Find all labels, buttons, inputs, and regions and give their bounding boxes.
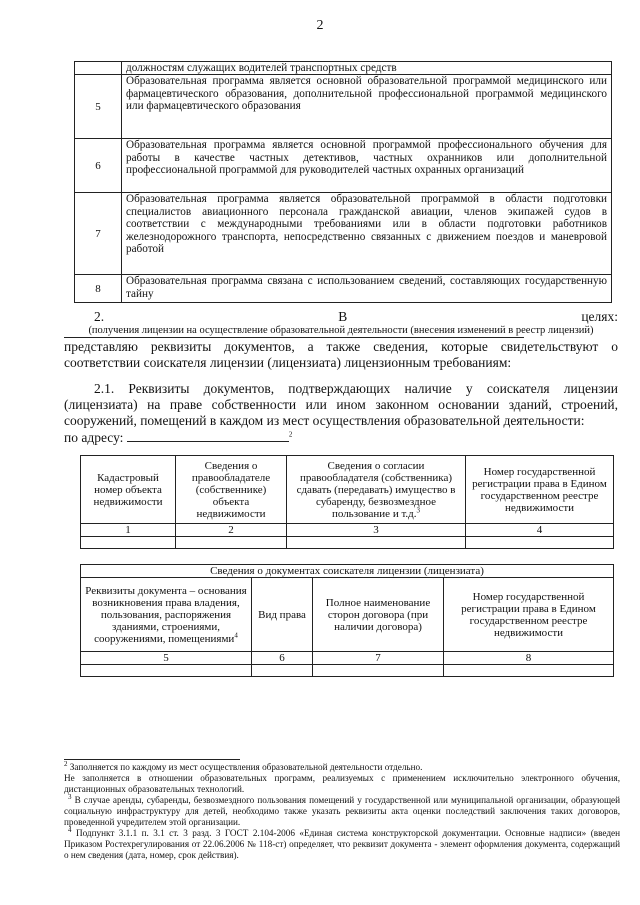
- programs-table: [74, 61, 612, 303]
- address-field[interactable]: [127, 429, 289, 442]
- column-number-row: [81, 652, 614, 665]
- column-header: Полное наименование сторон договора (при наличии договора): [313, 578, 444, 652]
- table-cell[interactable]: [313, 665, 444, 677]
- column-number-row: [81, 524, 614, 537]
- section-2-1-text: 2.1. Реквизиты документов, подтверждающих наличие у соискателя лицензии (лицензиата) на праве собственности или ином законном основании зданий, строений, сооружений, помещений в каждом из мест осуществления образовательной деятельности:: [64, 381, 618, 428]
- table-cell[interactable]: [444, 665, 614, 677]
- row-text: Образовательная программа является основной программой профессионального обучения для работы в качестве частных детективов, частных охранников или дополнительной профессиональной программой для руководителей частных охранных организаций: [122, 139, 612, 193]
- table-row: [75, 62, 612, 75]
- table-header-row: [81, 456, 614, 524]
- row-number: 7: [75, 193, 122, 275]
- section-2-text: представляю реквизиты документов, а также сведения, которые свидетельствуют о соответствии соискателя лицензии (лицензиата) лицензионным требованиям:: [64, 339, 618, 370]
- footnote-ref: 2: [288, 430, 293, 439]
- row-number: [75, 62, 122, 75]
- footnote-mark: 4: [68, 825, 72, 834]
- table-cell[interactable]: [252, 665, 313, 677]
- column-header-text: Реквизиты документа – основания возникновения права владения, пользования, распоряжения зданиями, строениями, сооружениями, помещениями: [85, 584, 247, 645]
- footnotes: [64, 759, 621, 861]
- purpose-note: (получения лицензии на осуществление образовательной деятельности (внесения изменений в реестр лицензий): [88, 325, 594, 336]
- row-text: Образовательная программа является образовательной программой в области подготовки специалистов авиационного персонала гражданской авиации, членов экипажей судов в соответствии с международными требованиями или в области подготовки работников железнодорожного транспорта, непосредственно связанных с движением поездов и маневровой работой: [122, 193, 612, 275]
- column-number: 1: [81, 524, 176, 537]
- page-number: 2: [316, 18, 324, 33]
- column-header: Номер государственной регистрации права в Едином государственном реестре недвижимости: [444, 578, 614, 652]
- address-line: [64, 429, 618, 446]
- row-text: должностям служащих водителей транспортных средств: [122, 62, 612, 75]
- column-header: Номер государственной регистрации права в Едином государственном реестре недвижимости: [466, 456, 614, 524]
- footnote: [64, 759, 620, 773]
- real-estate-table: [80, 455, 614, 549]
- column-number: 8: [444, 652, 614, 665]
- footnote: [64, 773, 620, 795]
- column-header: [287, 456, 466, 524]
- table-cell[interactable]: [176, 537, 287, 549]
- row-number: 5: [75, 75, 122, 139]
- column-header: Сведения о правообладателе (собственнике) объекта недвижимости: [176, 456, 287, 524]
- column-number: 7: [313, 652, 444, 665]
- footnote: [64, 825, 620, 861]
- footnote-mark: 3: [68, 792, 72, 801]
- table-cell[interactable]: [81, 665, 252, 677]
- table-cell[interactable]: [287, 537, 466, 549]
- table-row: [81, 665, 614, 677]
- table-row: [81, 537, 614, 549]
- row-number: 6: [75, 139, 122, 193]
- table-cell[interactable]: [81, 537, 176, 549]
- footnote-mark: 2: [64, 759, 68, 768]
- documents-table: [80, 564, 614, 677]
- address-label: по адресу:: [64, 430, 124, 445]
- footnote-ref: 3: [416, 505, 421, 514]
- footnote-text: Заполняется по каждому из мест осуществления образовательной деятельности отдельно.: [69, 762, 423, 772]
- table-row: [75, 139, 612, 193]
- footnote-text: Подпункт 3.1.1 п. 3.1 ст. 3 разд. 3 ГОСТ 2.104-2006 «Единая система конструкторской документации. Основные надписи» (введен Приказом Ростехрегулирования от 22.06.2006 № 118-ст) определяет, что реквизит документа - элемент оформления документа, содержащий о нем сведения (дата, номер, срок действия).: [64, 828, 620, 860]
- footnote-text: Не заполняется в отношении образовательных программ, реализуемых с применением исключительно электронного обучения, дистанционных образовательных технологий.: [64, 773, 620, 794]
- table-caption-row: [81, 565, 614, 578]
- table-row: [75, 275, 612, 303]
- column-header-text: Сведения о согласии правообладателя (собственника) сдавать (передавать) имущество в субаренду, безвозмездное пользование и т.д.: [296, 459, 456, 520]
- column-header: [81, 578, 252, 652]
- column-number: 6: [252, 652, 313, 665]
- footnote: [64, 792, 621, 828]
- column-header: Кадастровый номер объекта недвижимости: [81, 456, 176, 524]
- footnote-text: В случае аренды, субаренды, безвозмездного пользования помещений у государственной или муниципальной организации, образующей социальную инфраструктуру для детей, необходимо также указать реквизиты акта оценки последствий заключения таких договоров, проведенной учредителем этой организации.: [64, 795, 621, 827]
- column-number: 2: [176, 524, 287, 537]
- row-number: 8: [75, 275, 122, 303]
- column-number: 5: [81, 652, 252, 665]
- footnote-divider: [64, 759, 240, 760]
- table-caption: Сведения о документах соискателя лицензии (лицензиата): [81, 565, 614, 578]
- table-row: [75, 193, 612, 275]
- table-cell[interactable]: [466, 537, 614, 549]
- row-text: Образовательная программа является основной образовательной программой медицинского или фармацевтического образования, дополнительной профессиональной программой медицинского или фармацевтического образования: [122, 75, 612, 139]
- footnote-ref: 4: [234, 630, 238, 639]
- table-header-row: [81, 578, 614, 652]
- column-number: 4: [466, 524, 614, 537]
- column-header: Вид права: [252, 578, 313, 652]
- table-row: [75, 75, 612, 139]
- row-text: Образовательная программа связана с использованием сведений, составляющих государственную тайну: [122, 275, 612, 303]
- column-number: 3: [287, 524, 466, 537]
- section-2-label: 2. В целях:: [94, 309, 618, 324]
